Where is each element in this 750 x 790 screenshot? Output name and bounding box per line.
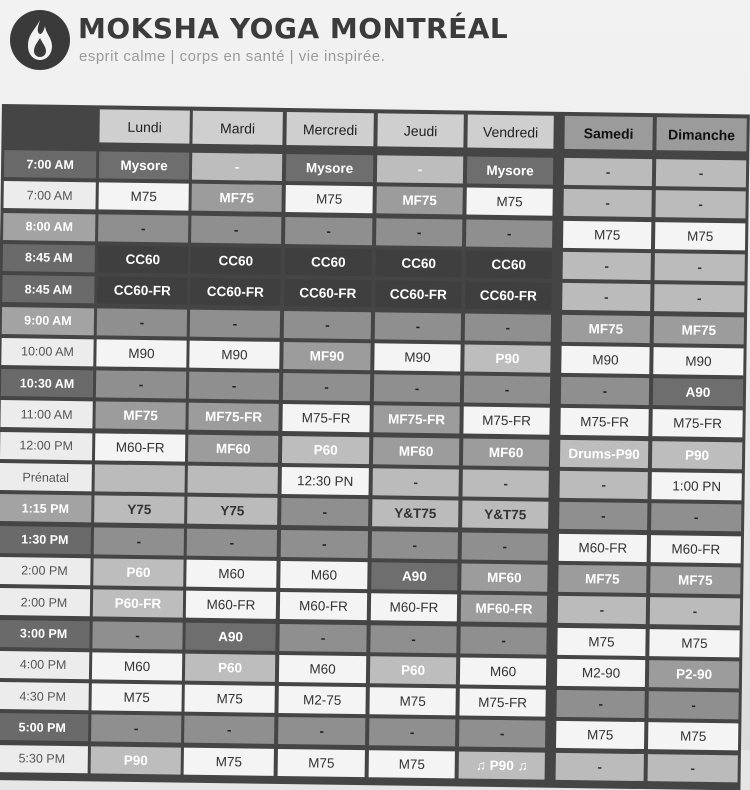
class-cell: M75 <box>98 183 188 211</box>
studio-logo <box>10 10 70 70</box>
time-slot: 7:00 AM <box>3 181 95 209</box>
class-cell: M60-FR <box>280 592 367 620</box>
class-cell: M75 <box>557 627 645 655</box>
class-cell: MF60 <box>461 563 547 591</box>
class-cell: A90 <box>653 378 743 406</box>
class-cell: M60 <box>186 560 276 588</box>
class-cell: M90 <box>374 343 460 371</box>
class-cell: M60-FR <box>559 533 647 561</box>
class-cell: - <box>465 313 551 341</box>
class-cell: MF75-FR <box>188 403 278 431</box>
class-cell: - <box>556 753 644 781</box>
class-cell: - <box>656 159 746 187</box>
class-cell: M75-FR <box>282 404 369 432</box>
class-cell: - <box>375 312 461 340</box>
class-cell: M75 <box>91 683 181 711</box>
day-header-4: Vendredi <box>467 115 553 149</box>
class-cell: M75-FR <box>459 689 545 717</box>
class-cell: - <box>374 374 460 402</box>
class-cell: M60-FR <box>371 593 457 621</box>
class-schedule-table <box>0 100 750 776</box>
class-cell: M75 <box>655 222 745 250</box>
class-cell: CC60 <box>285 248 372 276</box>
class-cell: - <box>648 691 738 719</box>
class-cell: MF60 <box>463 438 549 466</box>
class-cell: - <box>562 283 650 311</box>
time-slot: 12:00 PM <box>0 432 92 460</box>
class-cell: MF75 <box>562 314 650 342</box>
class-cell: M75 <box>369 750 455 778</box>
class-cell: MF75 <box>650 566 740 594</box>
class-cell: M90 <box>561 346 649 374</box>
class-cell: M60 <box>92 652 182 680</box>
class-cell: - <box>648 754 738 782</box>
studio-name: MOKSHA YOGA MONTRÉAL <box>78 12 509 45</box>
class-cell: - <box>654 284 744 312</box>
class-cell: - <box>559 502 647 530</box>
class-cell: Drums-P90 <box>560 440 648 468</box>
time-slot: 9:00 AM <box>2 307 94 335</box>
class-cell: MF60-FR <box>461 595 547 623</box>
class-cell: - <box>559 471 647 499</box>
class-cell: - <box>561 377 649 405</box>
class-cell: - <box>281 498 368 526</box>
flame-icon <box>10 10 70 70</box>
class-cell: M75-FR <box>463 407 549 435</box>
class-cell: P60-FR <box>93 590 183 618</box>
class-cell: - <box>556 690 644 718</box>
class-cell: - <box>285 217 372 245</box>
class-cell: - <box>97 308 187 336</box>
class-cell: M75 <box>556 721 644 749</box>
class-cell: Mysore <box>467 157 553 185</box>
class-cell: CC60-FR <box>465 282 551 310</box>
class-cell: - <box>191 215 281 243</box>
class-cell: CC60 <box>376 249 462 277</box>
class-cell: M60-FR <box>95 433 185 461</box>
class-cell: Mysore <box>286 154 373 182</box>
class-cell: P90 <box>464 344 550 372</box>
class-cell: - <box>655 253 745 281</box>
class-cell: - <box>459 720 545 748</box>
class-cell: MF60 <box>373 437 459 465</box>
class-cell: A90 <box>371 562 457 590</box>
class-cell: P90 <box>652 441 742 469</box>
class-cell: M2-90 <box>557 659 645 687</box>
class-cell: MF75 <box>191 184 281 212</box>
time-slot: 5:00 PM <box>0 713 88 741</box>
class-cell: P90 <box>91 746 181 774</box>
class-cell: Mysore <box>99 151 189 179</box>
class-cell: CC60 <box>191 247 281 275</box>
day-header-5: Samedi <box>564 116 652 150</box>
class-cell: - <box>464 376 550 404</box>
class-cell: M75-FR <box>652 410 742 438</box>
class-cell: M75 <box>649 629 739 657</box>
class-cell: M75-FR <box>560 408 648 436</box>
class-cell: M90 <box>653 347 743 375</box>
class-cell: P60 <box>185 653 275 681</box>
class-cell <box>188 466 278 494</box>
class-cell: M90 <box>96 339 186 367</box>
class-cell: P60 <box>370 656 456 684</box>
class-cell: M2-75 <box>278 686 365 714</box>
class-cell: - <box>563 189 651 217</box>
class-cell: CC60 <box>466 250 552 278</box>
class-cell: - <box>558 596 646 624</box>
time-slot: 3:00 PM <box>0 620 90 648</box>
class-cell: MF75 <box>654 316 744 344</box>
class-cell: - <box>463 469 549 497</box>
class-cell: - <box>92 621 182 649</box>
class-cell: M75 <box>278 749 365 777</box>
class-cell: M90 <box>189 340 279 368</box>
class-cell: - <box>184 716 274 744</box>
class-cell: - <box>377 155 463 183</box>
class-cell: MF90 <box>283 342 370 370</box>
class-cell: Y75 <box>94 496 184 524</box>
class-cell: - <box>376 218 462 246</box>
class-cell: M60 <box>279 655 366 683</box>
class-cell: CC60-FR <box>284 279 371 307</box>
class-cell: M75 <box>563 220 651 248</box>
class-cell: - <box>279 623 366 651</box>
class-cell: - <box>655 190 745 218</box>
time-slot: 10:30 AM <box>1 369 93 397</box>
class-cell: - <box>651 503 741 531</box>
class-cell: P2-90 <box>649 660 739 688</box>
class-cell: - <box>189 372 279 400</box>
class-cell: CC60-FR <box>190 278 280 306</box>
class-cell: - <box>650 597 740 625</box>
class-cell: CC60-FR <box>375 280 461 308</box>
class-cell: MF60 <box>188 434 278 462</box>
class-cell: - <box>98 214 188 242</box>
class-cell: 1:00 PN <box>651 472 741 500</box>
class-cell: P60 <box>282 436 369 464</box>
day-header-6: Dimanche <box>656 117 746 151</box>
time-slot: 10:00 AM <box>1 338 93 366</box>
class-cell: M60-FR <box>651 535 741 563</box>
time-slot: 1:15 PM <box>0 494 91 522</box>
day-header-3: Jeudi <box>377 113 463 147</box>
class-cell: MF75-FR <box>373 406 459 434</box>
class-cell: - <box>96 370 186 398</box>
time-slot: 11:00 AM <box>0 400 92 428</box>
class-cell: - <box>369 719 455 747</box>
day-header-0: Lundi <box>99 109 189 143</box>
class-cell: - <box>373 468 459 496</box>
class-cell: M60-FR <box>186 591 276 619</box>
class-cell: - <box>284 310 371 338</box>
class-cell: MF75 <box>95 402 185 430</box>
class-cell: 12:30 PN <box>282 467 369 495</box>
studio-tagline: esprit calme | corps en santé | vie inspirée. <box>79 48 386 65</box>
class-cell: - <box>466 219 552 247</box>
class-cell: M75 <box>648 723 738 751</box>
class-cell: M60 <box>460 657 546 685</box>
time-slot: 8:00 AM <box>3 213 95 241</box>
class-cell: M75 <box>184 685 274 713</box>
class-cell: A90 <box>185 622 275 650</box>
class-cell: CC60-FR <box>97 277 187 305</box>
class-cell: - <box>281 530 368 558</box>
time-slot: 4:00 PM <box>0 651 89 679</box>
class-cell: M75 <box>184 747 274 775</box>
class-cell: - <box>372 531 458 559</box>
class-cell: P60 <box>93 558 183 586</box>
class-cell: - <box>187 528 277 556</box>
class-cell: M75 <box>285 185 372 213</box>
time-slot: 5:30 PM <box>0 745 88 773</box>
day-header-2: Mercredi <box>286 112 373 146</box>
time-slot: 8:45 AM <box>3 244 95 272</box>
class-cell: - <box>278 717 365 745</box>
class-cell: CC60 <box>98 245 188 273</box>
class-cell: - <box>192 153 282 181</box>
class-cell: - <box>460 626 546 654</box>
class-cell: - <box>462 532 548 560</box>
time-slot: 2:00 PM <box>0 588 90 616</box>
time-slot: 1:30 PM <box>0 526 91 554</box>
class-cell: - <box>563 252 651 280</box>
time-slot: 2:00 PM <box>0 557 91 585</box>
class-cell: MF75 <box>376 187 462 215</box>
time-slot: 4:30 PM <box>0 682 89 710</box>
class-cell: ♫ P90 ♫ <box>459 751 545 779</box>
class-cell: Y75 <box>187 497 277 525</box>
class-cell <box>95 464 185 492</box>
class-cell: MF75 <box>558 565 646 593</box>
class-cell: - <box>564 158 652 186</box>
class-cell: - <box>94 527 184 555</box>
class-cell: - <box>370 625 456 653</box>
time-slot: 7:00 AM <box>4 150 96 178</box>
class-cell: M75 <box>466 188 552 216</box>
class-cell: Y&T75 <box>462 501 548 529</box>
class-cell: M75 <box>369 687 455 715</box>
class-cell: - <box>190 309 280 337</box>
class-cell: - <box>91 715 181 743</box>
time-slot: Prénatal <box>0 463 92 491</box>
day-header-1: Mardi <box>192 111 282 145</box>
class-cell: - <box>283 373 370 401</box>
class-cell: M60 <box>280 561 367 589</box>
time-slot: 8:45 AM <box>2 275 94 303</box>
class-cell: Y&T75 <box>372 500 458 528</box>
